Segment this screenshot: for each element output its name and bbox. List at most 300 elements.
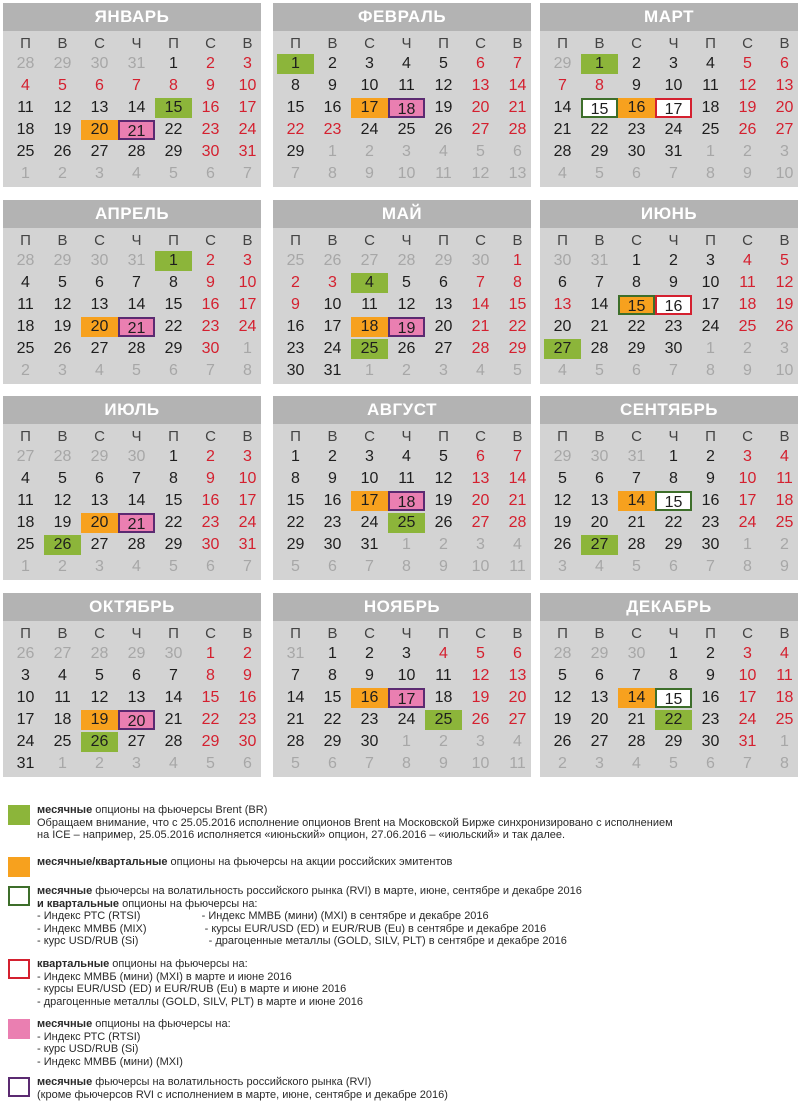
day-cell: 17 bbox=[238, 296, 257, 313]
day-cell: 29 bbox=[323, 733, 342, 750]
weekday-label: Ч bbox=[668, 625, 679, 642]
day-cell: 23 bbox=[664, 318, 683, 335]
day-cell: 6 bbox=[476, 448, 485, 465]
day-cell: 26 bbox=[738, 121, 757, 138]
other-month-day: 1 bbox=[328, 143, 337, 160]
weekday-label: Ч bbox=[131, 428, 142, 445]
day-cell: 12 bbox=[553, 689, 572, 706]
day-cell: 4 bbox=[58, 667, 67, 684]
day-cell: 22 bbox=[201, 711, 220, 728]
day-cell: 5 bbox=[95, 667, 104, 684]
other-month-day: 3 bbox=[476, 733, 485, 750]
day-cell: 25 bbox=[775, 514, 794, 531]
other-month-day: 7 bbox=[206, 362, 215, 379]
day-cell: 4 bbox=[21, 274, 30, 291]
day-cell: 30 bbox=[627, 143, 646, 160]
day-cell: 2 bbox=[328, 448, 337, 465]
day-cell: 29 bbox=[590, 143, 609, 160]
weekday-label: В bbox=[779, 35, 790, 52]
brent-option-expiry-day: 15 bbox=[155, 98, 192, 118]
other-month-day: 3 bbox=[780, 143, 789, 160]
legend-bold-term: месячные bbox=[37, 804, 93, 816]
other-month-day: 27 bbox=[16, 448, 35, 465]
weekday-label: В bbox=[512, 428, 523, 445]
index-option-expiry-day: 18 bbox=[388, 491, 425, 511]
day-cell: 28 bbox=[508, 514, 527, 531]
day-cell: 28 bbox=[471, 340, 490, 357]
legend-line bbox=[37, 1076, 797, 1089]
other-month-day: 9 bbox=[743, 362, 752, 379]
day-cell: 29 bbox=[508, 340, 527, 357]
day-cell: 27 bbox=[127, 733, 146, 750]
other-month-day: 12 bbox=[471, 165, 490, 182]
legend-text: опционы на фьючерсы на акции российских эмитентов bbox=[167, 856, 453, 868]
weekday-label: С bbox=[94, 232, 105, 249]
day-cell: 26 bbox=[434, 514, 453, 531]
day-cell: 1 bbox=[513, 252, 522, 269]
legend-line bbox=[37, 829, 797, 842]
day-cell: 11 bbox=[54, 689, 71, 706]
day-cell: 5 bbox=[439, 55, 448, 72]
day-cell: 11 bbox=[361, 296, 378, 313]
other-month-day: 1 bbox=[58, 755, 67, 772]
day-cell: 7 bbox=[169, 667, 178, 684]
day-cell: 10 bbox=[360, 470, 379, 487]
day-cell: 24 bbox=[701, 318, 720, 335]
day-cell: 27 bbox=[775, 121, 794, 138]
month-title: ЯНВАРЬ bbox=[3, 3, 261, 31]
day-cell: 30 bbox=[323, 536, 342, 553]
day-cell: 12 bbox=[53, 99, 72, 116]
day-cell: 18 bbox=[434, 689, 453, 706]
day-cell: 19 bbox=[553, 711, 572, 728]
day-cell: 16 bbox=[201, 296, 220, 313]
brent-option-expiry-day: 25 bbox=[388, 513, 425, 533]
legend-line bbox=[37, 910, 797, 923]
day-cell: 9 bbox=[632, 77, 641, 94]
legend-text: (кроме фьючерсов RVI с исполнением в марте, июне, сентябре и декабре 2016) bbox=[37, 1088, 448, 1101]
day-cell: 23 bbox=[360, 711, 379, 728]
other-month-day: 28 bbox=[16, 55, 35, 72]
other-month-day: 4 bbox=[513, 536, 522, 553]
other-month-day: 3 bbox=[780, 340, 789, 357]
day-cell: 26 bbox=[53, 143, 72, 160]
weekday-label: П bbox=[557, 625, 568, 642]
other-month-day: 6 bbox=[243, 755, 252, 772]
day-cell: 27 bbox=[508, 711, 527, 728]
other-month-day: 30 bbox=[127, 448, 146, 465]
weekday-label: П bbox=[705, 625, 716, 642]
day-cell: 30 bbox=[201, 536, 220, 553]
weekday-label: Ч bbox=[668, 35, 679, 52]
weekday-label: В bbox=[242, 625, 253, 642]
day-cell: 27 bbox=[90, 536, 109, 553]
legend-bold-term: квартальные bbox=[37, 958, 110, 970]
other-month-day: 5 bbox=[595, 362, 604, 379]
day-cell: 10 bbox=[16, 689, 35, 706]
weekday-label: С bbox=[205, 625, 216, 642]
day-cell: 25 bbox=[16, 143, 35, 160]
day-cell: 7 bbox=[513, 448, 522, 465]
other-month-day: 13 bbox=[508, 165, 527, 182]
day-cell: 2 bbox=[291, 274, 300, 291]
other-month-day: 7 bbox=[706, 558, 715, 575]
legend-swatch bbox=[8, 805, 30, 825]
day-cell: 30 bbox=[664, 340, 683, 357]
day-cell: 3 bbox=[243, 55, 252, 72]
day-cell: 4 bbox=[743, 252, 752, 269]
day-cell: 9 bbox=[206, 77, 215, 94]
other-month-day: 1 bbox=[21, 558, 30, 575]
day-cell: 23 bbox=[323, 121, 342, 138]
legend-bold-term: месячные/квартальные bbox=[37, 856, 168, 868]
month-title: ИЮНЬ bbox=[540, 200, 798, 228]
day-cell: 9 bbox=[365, 667, 374, 684]
day-cell: 8 bbox=[206, 667, 215, 684]
other-month-day: 31 bbox=[590, 252, 609, 269]
legend-text: фьючерсы на волатильность российского рынка (RVI) в марте, июне, сентябре и декабре 2016 bbox=[92, 885, 582, 897]
index-option-expiry-day: 17 bbox=[388, 688, 425, 708]
day-cell: 25 bbox=[775, 711, 794, 728]
day-cell: 21 bbox=[508, 492, 527, 509]
day-cell: 11 bbox=[398, 77, 415, 94]
legend-text: - курсы EUR/USD (ED) и EUR/RUB (Eu) в марте и июне 2016 bbox=[37, 983, 347, 995]
day-cell: 28 bbox=[127, 143, 146, 160]
month-panel bbox=[540, 396, 798, 580]
month-panel bbox=[540, 200, 798, 384]
day-cell: 5 bbox=[743, 55, 752, 72]
equity-option-expiry-day: 16 bbox=[618, 98, 655, 118]
day-cell: 7 bbox=[558, 77, 567, 94]
day-cell: 1 bbox=[169, 448, 178, 465]
other-month-day: 26 bbox=[16, 645, 35, 662]
weekday-label: С bbox=[205, 232, 216, 249]
other-month-day: 9 bbox=[365, 165, 374, 182]
day-cell: 11 bbox=[776, 667, 793, 684]
other-month-day: 9 bbox=[439, 755, 448, 772]
day-cell: 10 bbox=[664, 77, 683, 94]
other-month-day: 3 bbox=[558, 558, 567, 575]
day-cell: 29 bbox=[627, 340, 646, 357]
day-cell: 26 bbox=[53, 340, 72, 357]
day-cell: 24 bbox=[738, 514, 757, 531]
weekday-label: Ч bbox=[668, 428, 679, 445]
brent-option-expiry-day: 1 bbox=[277, 54, 314, 74]
day-cell: 16 bbox=[323, 492, 342, 509]
day-cell: 11 bbox=[739, 274, 756, 291]
day-cell: 7 bbox=[513, 55, 522, 72]
legend-line bbox=[37, 996, 797, 1009]
other-month-day: 2 bbox=[365, 143, 374, 160]
other-month-day: 10 bbox=[471, 755, 490, 772]
day-cell: 7 bbox=[132, 77, 141, 94]
day-cell: 16 bbox=[238, 689, 257, 706]
day-cell: 15 bbox=[508, 296, 527, 313]
weekday-label: П bbox=[168, 232, 179, 249]
day-cell: 28 bbox=[127, 536, 146, 553]
day-cell: 26 bbox=[397, 340, 416, 357]
day-cell: 19 bbox=[738, 99, 757, 116]
day-cell: 8 bbox=[632, 274, 641, 291]
legend-line bbox=[37, 935, 797, 948]
day-cell: 5 bbox=[558, 667, 567, 684]
day-cell: 7 bbox=[595, 274, 604, 291]
equity-option-expiry-day: 19 bbox=[81, 710, 118, 730]
weekday-label: С bbox=[94, 35, 105, 52]
day-cell: 23 bbox=[701, 711, 720, 728]
index-option-expiry-day: 21 bbox=[118, 317, 155, 337]
day-cell: 4 bbox=[21, 470, 30, 487]
other-month-day: 29 bbox=[553, 448, 572, 465]
other-month-day: 4 bbox=[513, 733, 522, 750]
weekday-label: В bbox=[512, 625, 523, 642]
day-cell: 27 bbox=[471, 514, 490, 531]
brent-option-expiry-day: 22 bbox=[655, 710, 692, 730]
day-cell: 19 bbox=[471, 689, 490, 706]
day-cell: 17 bbox=[738, 492, 757, 509]
quarterly-option-expiry-day: 16 bbox=[655, 295, 692, 315]
day-cell: 2 bbox=[206, 55, 215, 72]
legend-line bbox=[37, 885, 797, 898]
month-title: ИЮЛЬ bbox=[3, 396, 261, 424]
day-cell: 10 bbox=[738, 667, 757, 684]
legend-line bbox=[37, 817, 797, 830]
weekday-label: Ч bbox=[401, 625, 412, 642]
weekday-label: П bbox=[20, 428, 31, 445]
day-cell: 25 bbox=[16, 536, 35, 553]
day-cell: 9 bbox=[328, 77, 337, 94]
other-month-day: 28 bbox=[16, 252, 35, 269]
day-cell: 18 bbox=[775, 492, 794, 509]
legend-text: - драгоценные металлы (GOLD, SILV, PLT) в марте и июне 2016 bbox=[37, 995, 363, 1008]
other-month-day: 3 bbox=[95, 165, 104, 182]
day-cell: 6 bbox=[95, 274, 104, 291]
day-cell: 16 bbox=[286, 318, 305, 335]
day-cell: 25 bbox=[16, 340, 35, 357]
other-month-day: 3 bbox=[95, 558, 104, 575]
day-cell: 22 bbox=[590, 121, 609, 138]
brent-option-expiry-day: 26 bbox=[44, 535, 81, 555]
day-cell: 12 bbox=[434, 77, 453, 94]
other-month-day: 1 bbox=[402, 536, 411, 553]
weekday-label: С bbox=[475, 428, 486, 445]
day-cell: 13 bbox=[508, 667, 527, 684]
brent-option-expiry-day: 27 bbox=[544, 339, 581, 359]
legend-line bbox=[37, 923, 797, 936]
legend-text: - Индекс ММВБ (мини) (MXI) в марте и июне 2016 bbox=[37, 970, 292, 983]
day-cell: 7 bbox=[291, 667, 300, 684]
day-cell: 13 bbox=[471, 77, 490, 94]
weekday-label: В bbox=[779, 625, 790, 642]
day-cell: 26 bbox=[775, 318, 794, 335]
weekday-label: С bbox=[364, 428, 375, 445]
weekday-label: С bbox=[631, 428, 642, 445]
day-cell: 29 bbox=[286, 536, 305, 553]
weekday-label: С bbox=[742, 35, 753, 52]
rvi-quarterly-expiry-day: 15 bbox=[618, 295, 655, 315]
day-cell: 13 bbox=[553, 296, 572, 313]
day-cell: 3 bbox=[365, 55, 374, 72]
day-cell: 28 bbox=[508, 121, 527, 138]
day-cell: 26 bbox=[434, 121, 453, 138]
legend-line bbox=[37, 898, 797, 911]
day-cell: 24 bbox=[238, 121, 257, 138]
day-cell: 23 bbox=[627, 121, 646, 138]
month-panel bbox=[540, 593, 798, 777]
day-cell: 16 bbox=[323, 99, 342, 116]
day-cell: 19 bbox=[53, 121, 72, 138]
legend-line bbox=[37, 1031, 797, 1044]
weekday-label: П bbox=[168, 625, 179, 642]
equity-option-expiry-day: 16 bbox=[351, 688, 388, 708]
day-cell: 6 bbox=[95, 77, 104, 94]
day-cell: 14 bbox=[127, 99, 146, 116]
day-cell: 12 bbox=[397, 296, 416, 313]
legend-swatch bbox=[8, 1019, 30, 1039]
other-month-day: 10 bbox=[775, 165, 794, 182]
day-cell: 12 bbox=[434, 470, 453, 487]
day-cell: 11 bbox=[435, 667, 452, 684]
index-option-expiry-day: 21 bbox=[118, 120, 155, 140]
other-month-day: 3 bbox=[402, 143, 411, 160]
day-cell: 22 bbox=[286, 514, 305, 531]
other-month-day: 6 bbox=[632, 165, 641, 182]
other-month-day: 7 bbox=[669, 362, 678, 379]
weekday-label: Ч bbox=[131, 35, 142, 52]
other-month-day: 5 bbox=[513, 362, 522, 379]
day-cell: 23 bbox=[201, 514, 220, 531]
day-cell: 31 bbox=[238, 536, 257, 553]
other-month-day: 1 bbox=[706, 143, 715, 160]
day-cell: 12 bbox=[90, 689, 109, 706]
month-panel bbox=[540, 3, 798, 187]
day-cell: 24 bbox=[16, 733, 35, 750]
day-cell: 21 bbox=[627, 514, 646, 531]
month-panel bbox=[273, 396, 531, 580]
equity-option-expiry-day: 20 bbox=[81, 513, 118, 533]
day-cell: 10 bbox=[238, 274, 257, 291]
day-cell: 26 bbox=[471, 711, 490, 728]
day-cell: 20 bbox=[553, 318, 572, 335]
other-month-day: 6 bbox=[513, 143, 522, 160]
day-cell: 14 bbox=[164, 689, 183, 706]
day-cell: 24 bbox=[397, 711, 416, 728]
other-month-day: 28 bbox=[553, 645, 572, 662]
other-month-day: 26 bbox=[323, 252, 342, 269]
weekday-label: П bbox=[168, 35, 179, 52]
day-cell: 13 bbox=[127, 689, 146, 706]
day-cell: 21 bbox=[164, 711, 183, 728]
other-month-day: 25 bbox=[286, 252, 305, 269]
day-cell: 17 bbox=[701, 296, 720, 313]
weekday-label: Ч bbox=[401, 35, 412, 52]
other-month-day: 6 bbox=[632, 362, 641, 379]
day-cell: 8 bbox=[169, 274, 178, 291]
day-cell: 4 bbox=[402, 55, 411, 72]
day-cell: 11 bbox=[17, 296, 34, 313]
other-month-day: 8 bbox=[780, 755, 789, 772]
weekday-label: С bbox=[742, 428, 753, 445]
month-title: АПРЕЛЬ bbox=[3, 200, 261, 228]
day-cell: 10 bbox=[238, 470, 257, 487]
day-cell: 20 bbox=[471, 99, 490, 116]
day-cell: 9 bbox=[243, 667, 252, 684]
other-month-day: 5 bbox=[595, 165, 604, 182]
weekday-label: С bbox=[631, 625, 642, 642]
other-month-day: 4 bbox=[95, 362, 104, 379]
index-option-expiry-day: 19 bbox=[388, 317, 425, 337]
day-cell: 11 bbox=[702, 77, 719, 94]
other-month-day: 10 bbox=[471, 558, 490, 575]
weekday-label: В bbox=[594, 428, 605, 445]
day-cell: 2 bbox=[669, 252, 678, 269]
other-month-day: 28 bbox=[397, 252, 416, 269]
day-cell: 21 bbox=[286, 711, 305, 728]
day-cell: 4 bbox=[780, 645, 789, 662]
other-month-day: 8 bbox=[743, 558, 752, 575]
weekday-label: В bbox=[594, 232, 605, 249]
day-cell: 9 bbox=[706, 667, 715, 684]
day-cell: 27 bbox=[90, 340, 109, 357]
weekday-label: В bbox=[779, 428, 790, 445]
equity-option-expiry-day: 14 bbox=[618, 688, 655, 708]
day-cell: 3 bbox=[743, 645, 752, 662]
other-month-day: 2 bbox=[21, 362, 30, 379]
legend-text: фьючерсы на волатильность российского рынка (RVI) bbox=[92, 1076, 372, 1088]
other-month-day: 5 bbox=[169, 165, 178, 182]
other-month-day: 5 bbox=[206, 755, 215, 772]
other-month-day: 7 bbox=[365, 558, 374, 575]
weekday-label: С bbox=[475, 625, 486, 642]
other-month-day: 2 bbox=[58, 165, 67, 182]
other-month-day: 7 bbox=[243, 165, 252, 182]
day-cell: 17 bbox=[238, 99, 257, 116]
weekday-label: П bbox=[438, 232, 449, 249]
day-cell: 13 bbox=[90, 99, 109, 116]
day-cell: 28 bbox=[164, 733, 183, 750]
day-cell: 8 bbox=[669, 667, 678, 684]
day-cell: 3 bbox=[669, 55, 678, 72]
other-month-day: 5 bbox=[169, 558, 178, 575]
day-cell: 27 bbox=[590, 733, 609, 750]
day-cell: 30 bbox=[701, 536, 720, 553]
other-month-day: 4 bbox=[132, 165, 141, 182]
other-month-day: 5 bbox=[132, 362, 141, 379]
day-cell: 10 bbox=[360, 77, 379, 94]
day-cell: 16 bbox=[201, 492, 220, 509]
day-cell: 3 bbox=[243, 448, 252, 465]
equity-option-expiry-day: 17 bbox=[351, 491, 388, 511]
day-cell: 22 bbox=[664, 514, 683, 531]
day-cell: 19 bbox=[434, 99, 453, 116]
other-month-day: 30 bbox=[471, 252, 490, 269]
brent-option-expiry-day: 25 bbox=[425, 710, 462, 730]
day-cell: 15 bbox=[164, 296, 183, 313]
day-cell: 5 bbox=[476, 645, 485, 662]
day-cell: 31 bbox=[323, 362, 342, 379]
legend-line bbox=[37, 983, 797, 996]
day-cell: 23 bbox=[201, 318, 220, 335]
day-cell: 5 bbox=[439, 448, 448, 465]
other-month-day: 11 bbox=[509, 558, 526, 575]
brent-option-expiry-day: 1 bbox=[581, 54, 618, 74]
day-cell: 6 bbox=[132, 667, 141, 684]
weekday-label: В bbox=[327, 625, 338, 642]
day-cell: 21 bbox=[471, 318, 490, 335]
day-cell: 10 bbox=[238, 77, 257, 94]
other-month-day: 27 bbox=[53, 645, 72, 662]
weekday-label: П bbox=[20, 35, 31, 52]
